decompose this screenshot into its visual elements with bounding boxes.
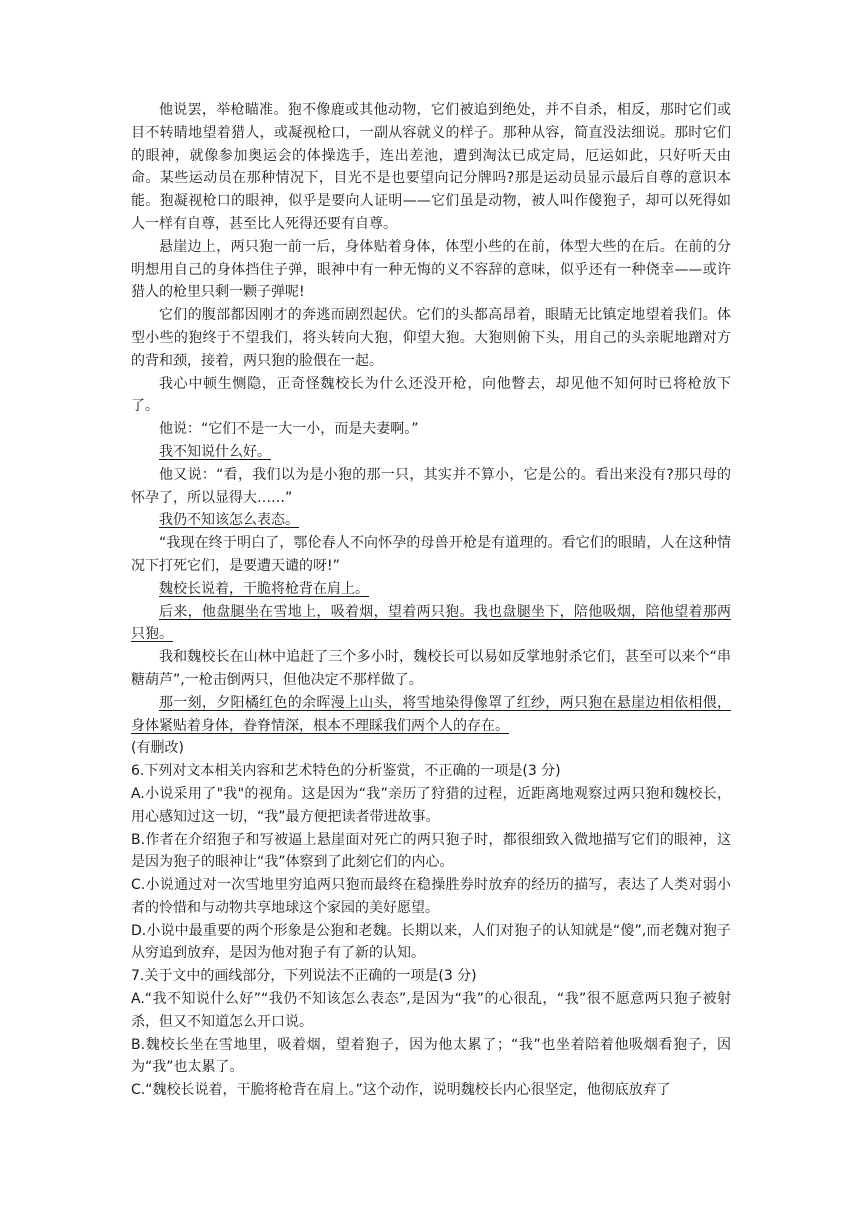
- document-page: [131, 99, 731, 1102]
- underlined-paragraph: [131, 692, 731, 738]
- paragraph-text: 它们的腹部都因刚才的奔逃而剧烈起伏。它们的头都高昂着，眼睛无比镇定地望着我们。体型小些的狍终于不望我们，将头转向大狍，仰望大狍。大狍则俯下头，用自己的头亲昵地蹭对方的背和颈，接着，两只狍的脸偎在一起。: [131, 307, 731, 369]
- paragraph-text: 我仍不知该怎么表态。: [159, 512, 299, 529]
- paragraph-text: 他又说：“看，我们以为是小狍的那一只，其实并不算小，它是公的。看出来没有?那只母的怀孕了，所以显得大……”: [131, 466, 731, 506]
- answer-option: A.小说采用了"我"的视角。这是因为“我”亲历了狩猎的过程，近距离地观察过两只狍和魏校长，用心感知过这一切，“我”最方便把读者带进故事。: [131, 785, 731, 825]
- paragraph-text: “我现在终于明白了，鄂伦春人不向怀孕的母兽开枪是有道理的。看它们的眼睛，人在这种情况下打死它们，是要遭天谴的呀!”: [131, 535, 731, 574]
- story-paragraph: [131, 236, 731, 304]
- paragraph-text: 他说罢，举枪瞄准。狍不像鹿或其他动物，它们被追到绝处，并不自杀，相反，那时它们或目不转睛地望着猎人，或凝视枪口，一副从容就义的样子。那种从容，简直没法细说。那时它们的眼神，就像参加奥运会的体操选手，连出差池，遭到淘汰已成定局，厄运如此，只好听天由命。某些运动员在那种情况下，目光不是也要望向记分牌吗?那是运动员显示最后自尊的意识本能。狍凝视枪口的眼神，似乎是要向人证明——它们虽是动物，被人叫作傻狍子，却可以死得如人一样有自尊，甚至比人死得还要有自尊。: [131, 102, 731, 232]
- answer-option: C.小说通过对一次雪地里穷追两只狍而最终在稳操胜券时放弃的经历的描写，表达了人类对弱小者的怜惜和与动物共享地球这个家园的美好愿望。: [131, 877, 731, 916]
- underlined-paragraph: [131, 578, 731, 601]
- paragraph-text: 我和魏校长在山林中追赶了三个多小时，魏校长可以易如反掌地射杀它们，甚至可以来个“串糖葫芦”,一枪击倒两只，但他决定不那样做了。: [131, 649, 731, 688]
- paragraph-text: 他说：“它们不是一大一小，而是夫妻啊。”: [159, 421, 419, 438]
- answer-option: C.“魏校长说着，干脆将枪背在肩上。”这个动作，说明魏校长内心很坚定，他彻底放弃了: [131, 1082, 671, 1099]
- answer-option: B.作者在介绍狍子和写被逼上悬崖面对死亡的两只狍子时，都很细致入微地描写它们的眼神，这是因为狍子的眼神让“我”体察到了此刻它们的内心。: [131, 831, 731, 871]
- paragraph-text: 后来，他盘腿坐在雪地上，吸着烟，望着两只狍。我也盘腿坐下，陪他吸烟，陪他望着那两只狍。: [131, 603, 731, 643]
- answer-option: D.小说中最重要的两个形象是公狍和老魏。长期以来，人们对狍子的认知就是“傻”,而老魏对狍子从穷追到放弃，是因为他对狍子有了新的认知。: [131, 922, 731, 962]
- story-paragraph: [131, 464, 731, 510]
- source-note: (有删改): [131, 740, 184, 757]
- paragraph-text: 我心中顿生恻隐，正奇怪魏校长为什么还没开枪，向他瞥去，却见他不知何时已将枪放下了。: [131, 375, 731, 415]
- story-paragraph: [131, 304, 731, 372]
- paragraph-text: 我不知说什么好。: [159, 443, 271, 460]
- underlined-paragraph: [131, 441, 731, 464]
- story-paragraph: [131, 99, 731, 236]
- story-paragraph: [131, 646, 731, 692]
- story-paragraph: [131, 373, 731, 419]
- question-stem: 7.关于文中的画线部分，下列说法不正确的一项是(3 分): [131, 968, 477, 985]
- story-paragraph: [131, 532, 731, 578]
- paragraph-text: 魏校长说着，干脆将枪背在肩上。: [159, 580, 369, 597]
- story-paragraph: [131, 418, 731, 441]
- answer-option: B.魏校长坐在雪地里，吸着烟，望着狍子，因为他太累了；“我”也坐着陪着他吸烟看狍子，因为“我”也太累了。: [131, 1036, 731, 1076]
- paragraph-text: 那一刻，夕阳橘红色的余晖漫上山头，将雪地染得像罩了红纱，两只狍在悬崖边相依相偎，身体紧贴着身体，眷脊情深，根本不理睬我们两个人的存在。: [131, 694, 731, 734]
- underlined-paragraph: [131, 509, 731, 532]
- paragraph-text: 悬崖边上，两只狍一前一后，身体贴着身体，体型小些的在前，体型大些的在后。在前的分明想用自己的身体挡住子弹，眼神中有一种无悔的义不容辞的意味，似乎还有一种侥幸——或许猎人的枪里只剩一颗子弹呢!: [131, 238, 731, 301]
- story-text: [131, 99, 731, 737]
- question-stem: 6.下列对文本相关内容和艺术特色的分析鉴赏，不正确的一项是(3 分): [131, 763, 561, 780]
- question-section: [131, 760, 731, 1102]
- underlined-paragraph: [131, 601, 731, 647]
- answer-option: A.“我不知说什么好”“我仍不知该怎么表态”,是因为“我”的心很乱，“我”很不愿意两只狍子被射杀，但又不知道怎么开口说。: [131, 991, 731, 1030]
